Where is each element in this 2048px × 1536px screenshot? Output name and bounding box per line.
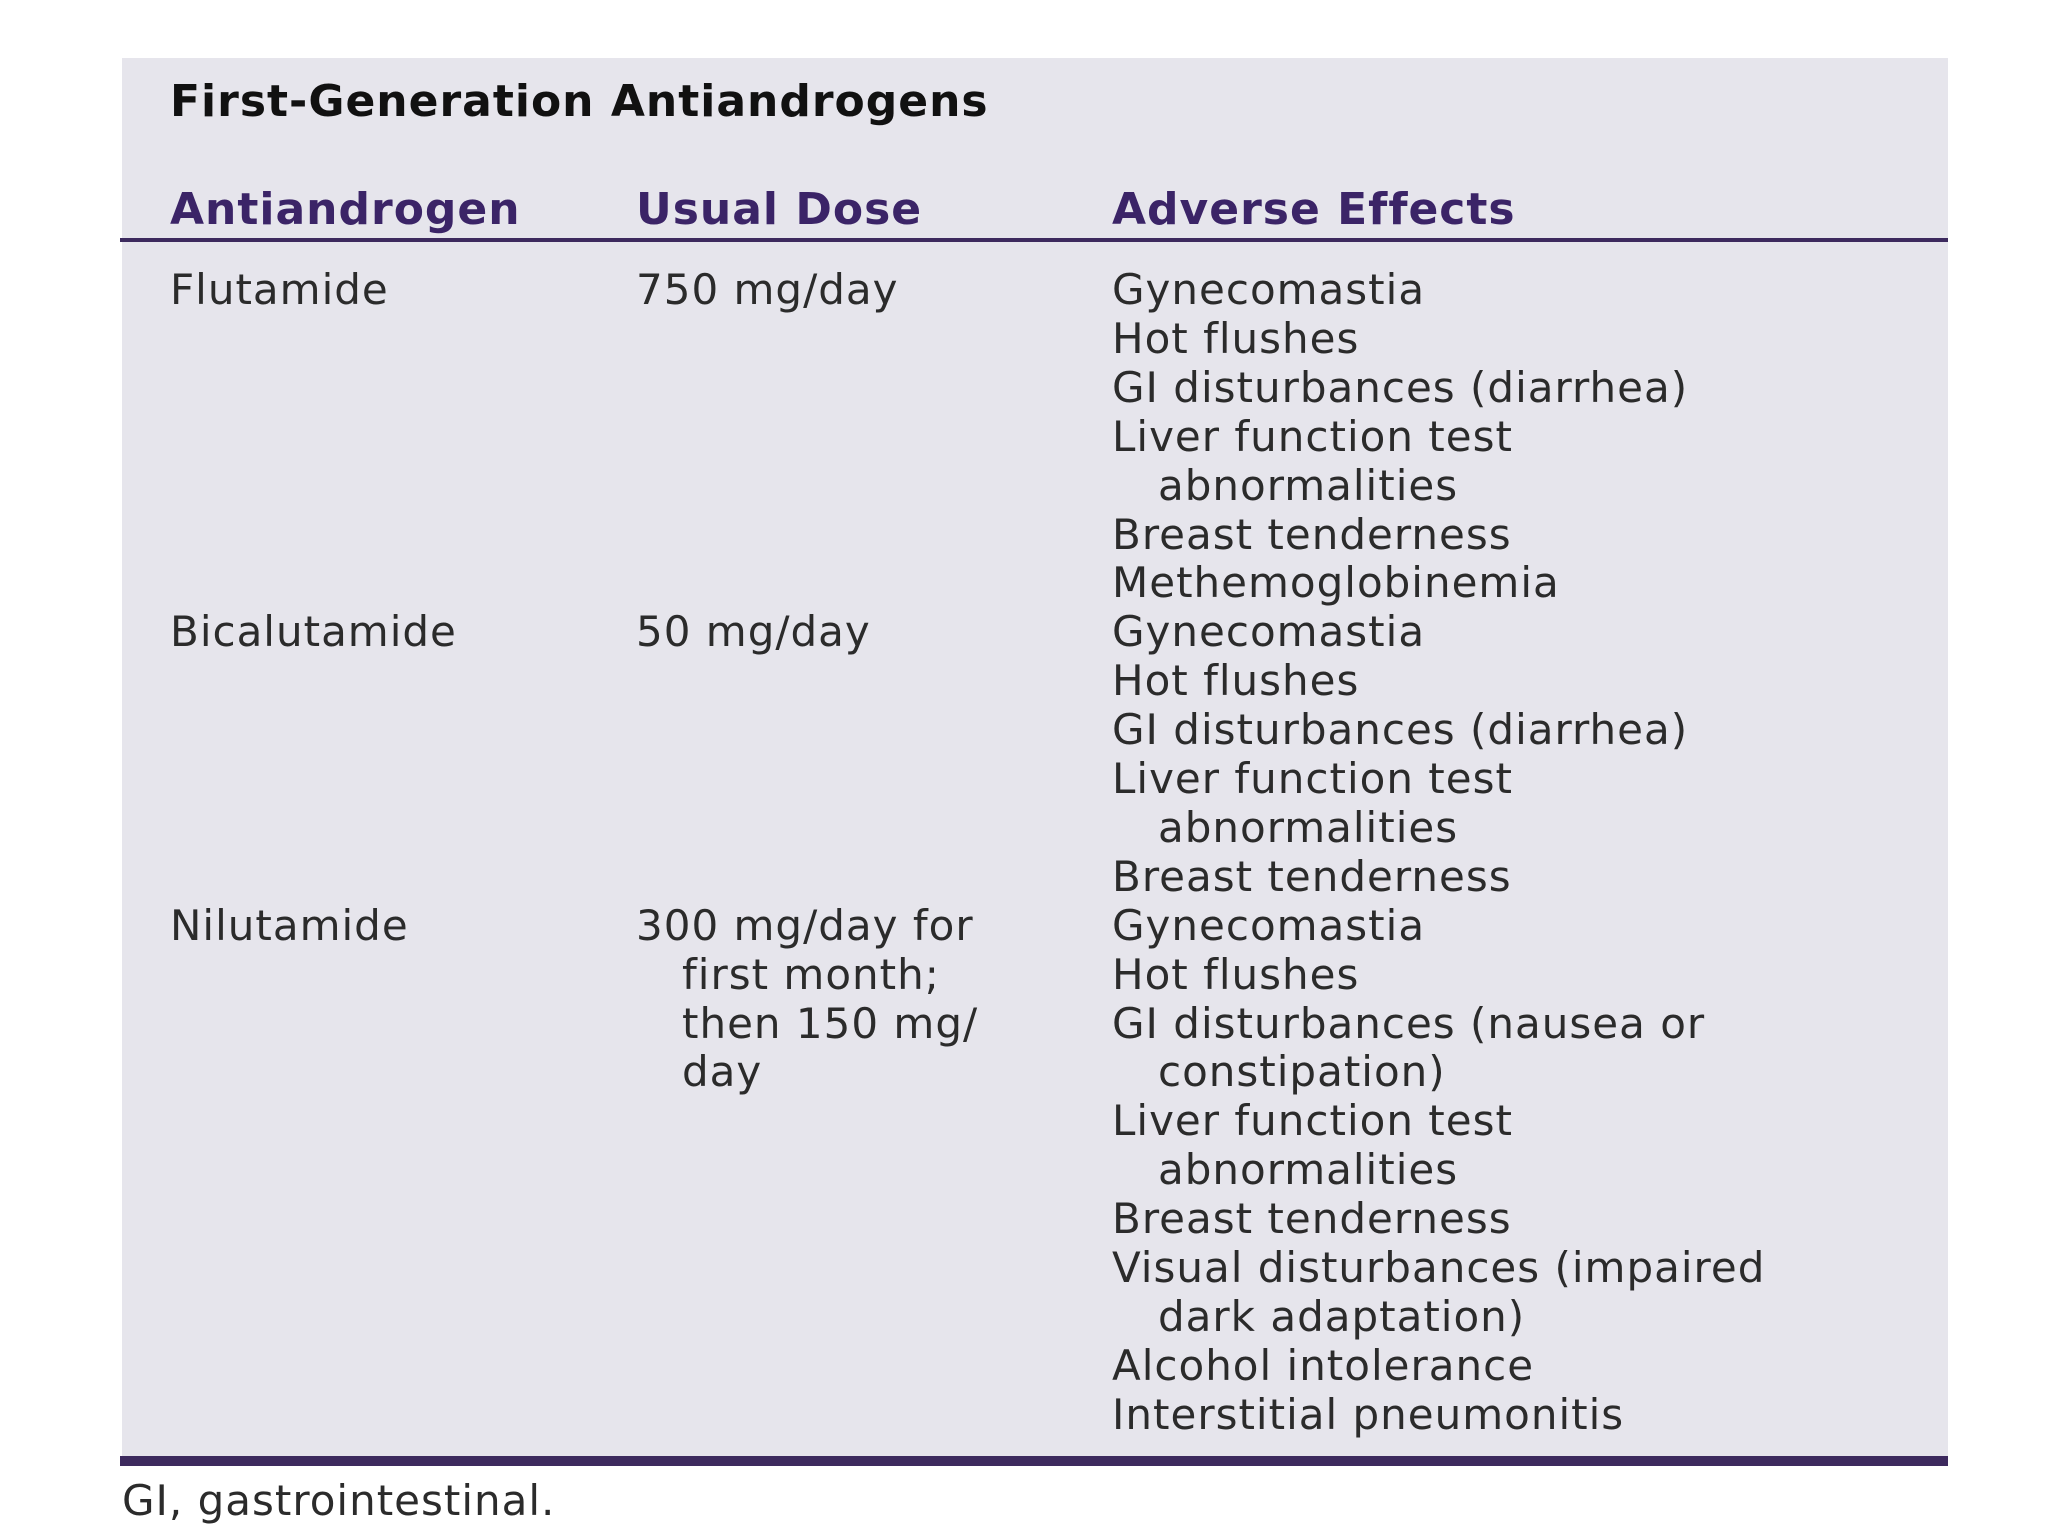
column-header-adverse-effects: Adverse Effects [1112,184,1516,235]
adverse-effect-item [1112,1195,1942,1244]
adverse-effect-line: Hot flushes [1112,949,1360,999]
adverse-effect-line: Gynecomastia [1112,265,1426,314]
usual-dose-cell [636,902,1066,1098]
adverse-effect-line: Liver function test [1112,1096,1513,1146]
header-rule [120,238,1948,242]
adverse-effect-item [1112,657,1942,706]
adverse-effect-line: Gynecomastia [1112,607,1426,657]
dose-line: then 150 mg/ [682,998,979,1048]
adverse-effect-line: Alcohol intolerance [1112,1340,1535,1390]
dose-line: 50 mg/day [636,607,871,657]
adverse-effect-line: dark adaptation) [1158,1291,1526,1341]
adverse-effect-item [1112,364,1942,413]
bottom-rule [120,1456,1948,1466]
adverse-effects-cell [1112,902,1942,1440]
adverse-effect-item [1112,1342,1942,1391]
adverse-effect-line: abnormalities [1158,802,1459,852]
adverse-effect-line: GI disturbances (diarrhea) [1112,705,1689,755]
adverse-effect-line: Gynecomastia [1112,900,1426,950]
adverse-effect-line: Interstitial pneumonitis [1112,1389,1625,1439]
adverse-effect-item [1112,853,1942,902]
adverse-effect-item [1112,902,1942,951]
drug-name-cell: Bicalutamide [170,607,457,657]
adverse-effect-line: Hot flushes [1112,656,1360,706]
adverse-effect-item [1112,413,1942,511]
adverse-effect-item [1112,755,1942,853]
adverse-effect-item [1112,315,1942,364]
table-title: First-Generation Antiandrogens [170,76,989,127]
column-header-antiandrogen: Antiandrogen [170,184,521,235]
adverse-effect-item [1112,559,1942,608]
adverse-effect-item [1112,1244,1942,1342]
adverse-effect-item [1112,608,1942,657]
drug-name-cell: Nilutamide [170,900,409,950]
adverse-effect-line: Liver function test [1112,754,1513,804]
adverse-effect-line: abnormalities [1158,1145,1459,1195]
column-header-usual-dose: Usual Dose [636,184,923,235]
adverse-effect-item [1112,1097,1942,1195]
usual-dose-cell [636,266,1066,315]
adverse-effect-line: Visual disturbances (impaired [1112,1243,1766,1293]
adverse-effect-line: Breast tenderness [1112,1194,1512,1244]
usual-dose-cell [636,608,1066,657]
drug-name-cell: Flutamide [170,265,389,314]
adverse-effect-item [1112,1000,1942,1098]
adverse-effect-line: GI disturbances (diarrhea) [1112,362,1689,412]
dose-line: 300 mg/day for [636,900,974,950]
adverse-effects-cell [1112,608,1942,901]
adverse-effects-cell [1112,266,1942,608]
adverse-effect-item [1112,1391,1942,1440]
adverse-effect-item [1112,951,1942,1000]
adverse-effect-line: GI disturbances (nausea or [1112,998,1706,1048]
dose-line: first month; [682,949,940,999]
adverse-effect-item [1112,511,1942,560]
adverse-effect-line: constipation) [1158,1047,1446,1097]
adverse-effect-line: Liver function test [1112,411,1513,461]
adverse-effect-line: Hot flushes [1112,313,1360,363]
adverse-effect-item [1112,706,1942,755]
adverse-effect-line: abnormalities [1158,460,1459,510]
adverse-effect-line: Methemoglobinemia [1112,558,1560,608]
dose-line: day [682,1047,763,1097]
adverse-effect-line: Breast tenderness [1112,851,1512,901]
table-footnote: GI, gastrointestinal. [122,1476,556,1525]
dose-line: 750 mg/day [636,265,899,314]
table-header-row [0,184,2048,244]
adverse-effect-line: Breast tenderness [1112,509,1512,559]
adverse-effect-item [1112,266,1942,315]
